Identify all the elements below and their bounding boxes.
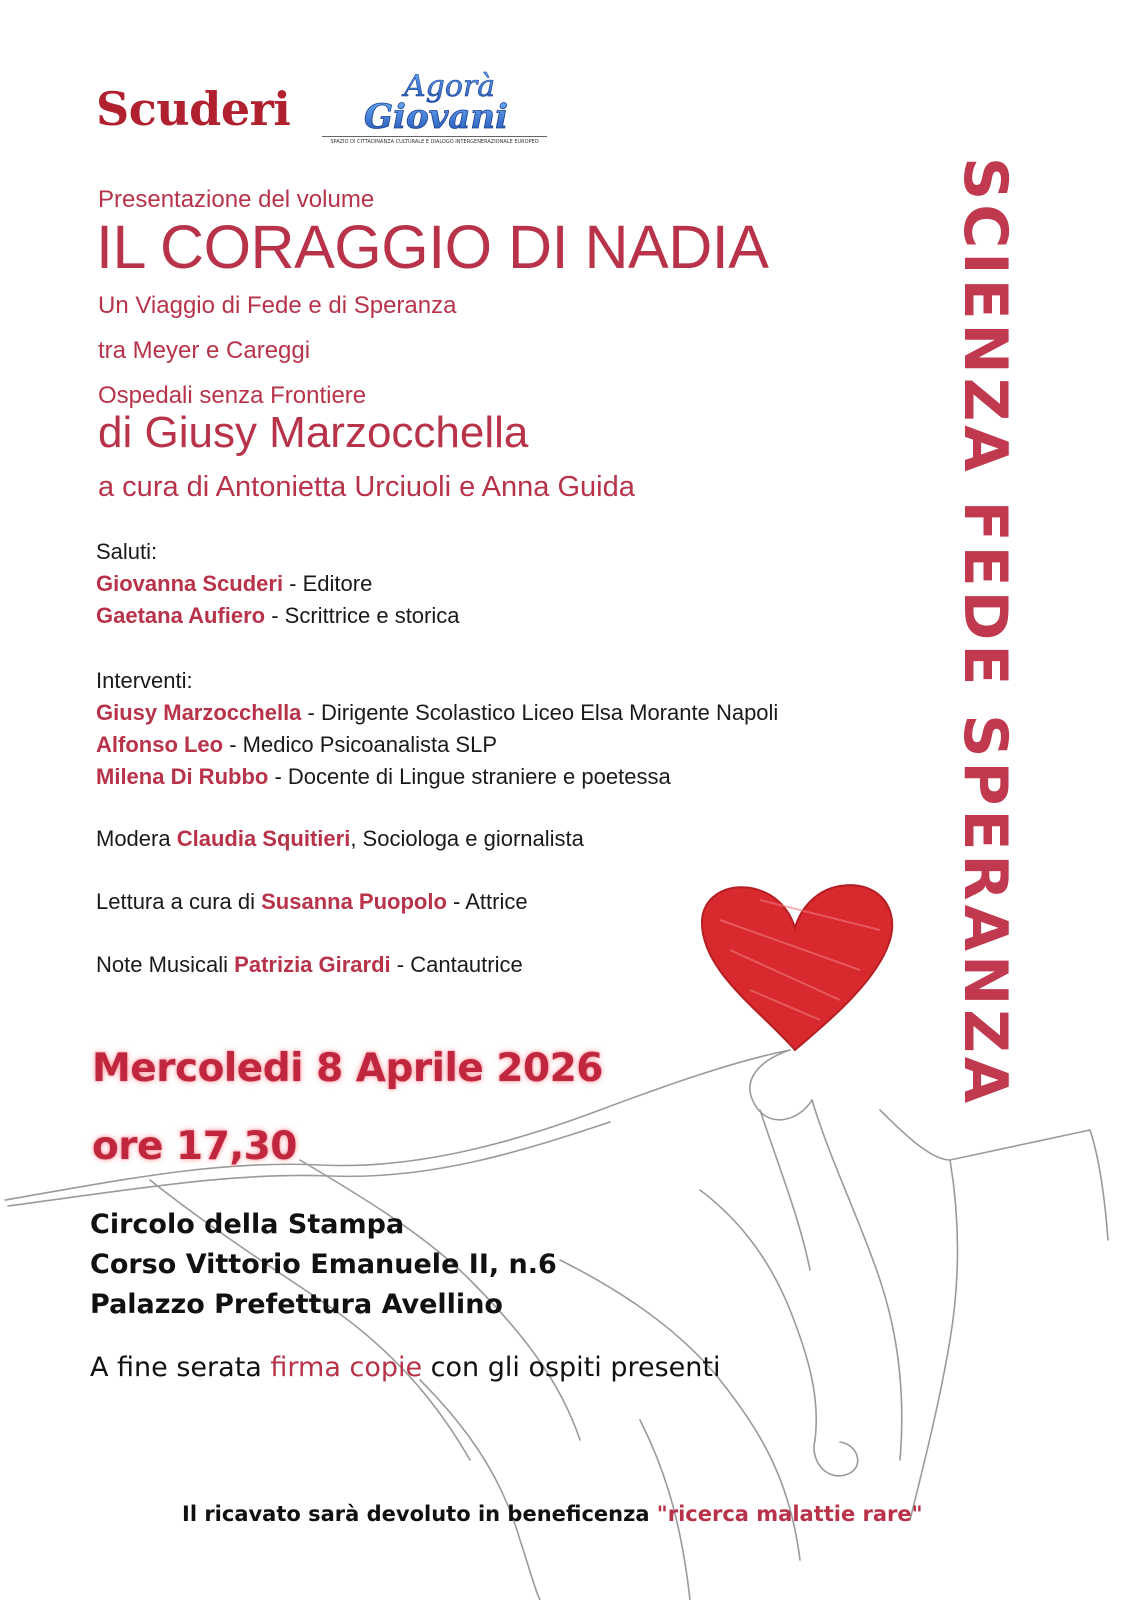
scuderi-logo: Scuderi	[96, 82, 291, 136]
talks-section	[96, 665, 778, 793]
charity-highlight: "ricerca malattie rare"	[656, 1502, 923, 1526]
speaker-role: - Medico Psicoanalista SLP	[223, 732, 498, 757]
venue-address: Corso Vittorio Emanuele II, n.6	[90, 1249, 557, 1280]
reader-name: Susanna Puopolo	[261, 889, 447, 914]
event-date: Mercoledi 8 Aprile 2026	[92, 1046, 603, 1091]
greetings-section	[96, 536, 460, 632]
musician-name: Patrizia Girardi	[234, 952, 391, 977]
talks-label: Interventi:	[96, 668, 193, 693]
subtitle-line-1: Un Viaggio di Fede e di Speranza	[98, 292, 457, 319]
speaker-name: Giovanna Scuderi	[96, 571, 284, 596]
speaker-name: Alfonso Leo	[96, 732, 224, 757]
agora-logo-line2: Giovani	[364, 97, 509, 136]
agora-logo-line1: Agorà	[404, 69, 496, 104]
editors: a cura di Antonietta Urciuoli e Anna Guida	[98, 471, 635, 503]
heart-icon	[702, 885, 892, 1050]
agora-tagline: SPAZIO DI CITTADINANZA CULTURALE E DIALOGO INTERGENERAZIONALE EUROPEO	[322, 136, 547, 145]
speaker-name: Gaetana Aufiero	[96, 603, 266, 628]
signing-note	[90, 1352, 721, 1383]
book-title: IL CORAGGIO DI NADIA	[96, 213, 769, 281]
speaker-role: - Docente di Lingue straniere e poetessa	[268, 764, 671, 789]
speaker-role: - Scrittrice e storica	[265, 603, 460, 628]
talk-row	[96, 761, 778, 793]
talk-row	[96, 697, 778, 729]
agora-giovani-logo	[322, 66, 547, 150]
charity-prefix: Il ricavato sarà devoluto in beneficenza	[182, 1502, 657, 1526]
moderator-prefix: Modera	[96, 826, 177, 851]
speaker-role: - Editore	[283, 571, 373, 596]
signing-highlight: firma copie	[270, 1352, 423, 1383]
subtitle-line-3: Ospedali senza Frontiere	[98, 382, 367, 409]
author: di Giusy Marzocchella	[98, 408, 529, 457]
greetings-label: Saluti:	[96, 539, 158, 564]
presentation-label: Presentazione del volume	[98, 186, 375, 213]
subtitle-line-2: tra Meyer e Careggi	[98, 337, 311, 364]
moderator-name: Claudia Squitieri	[176, 826, 351, 851]
venue-building: Palazzo Prefettura Avellino	[90, 1289, 503, 1320]
talk-row	[96, 729, 778, 761]
musician-role: - Cantautrice	[390, 952, 523, 977]
speaker-name: Milena Di Rubbo	[96, 764, 269, 789]
speaker-name: Giusy Marzocchella	[96, 700, 302, 725]
music-prefix: Note Musicali	[96, 952, 235, 977]
speaker-role: - Dirigente Scolastico Liceo Elsa Morante Napoli	[301, 700, 779, 725]
reading-prefix: Lettura a cura di	[96, 889, 262, 914]
reader-role: - Attrice	[446, 889, 528, 914]
moderator-role: , Sociologa e giornalista	[350, 826, 584, 851]
greeting-row	[96, 600, 460, 632]
event-time: ore 17,30	[92, 1124, 297, 1169]
agora-giovani-logo-graphic	[342, 66, 532, 136]
slogan-text: SCIENZA FEDE SPERANZA	[950, 157, 1020, 1108]
greeting-row	[96, 568, 460, 600]
signing-suffix: con gli ospiti presenti	[422, 1352, 721, 1383]
moderator-line	[96, 823, 584, 855]
charity-note	[182, 1502, 923, 1526]
signing-prefix: A fine serata	[90, 1352, 271, 1383]
venue-name: Circolo della Stampa	[90, 1209, 405, 1240]
vertical-slogan	[940, 80, 1030, 1185]
